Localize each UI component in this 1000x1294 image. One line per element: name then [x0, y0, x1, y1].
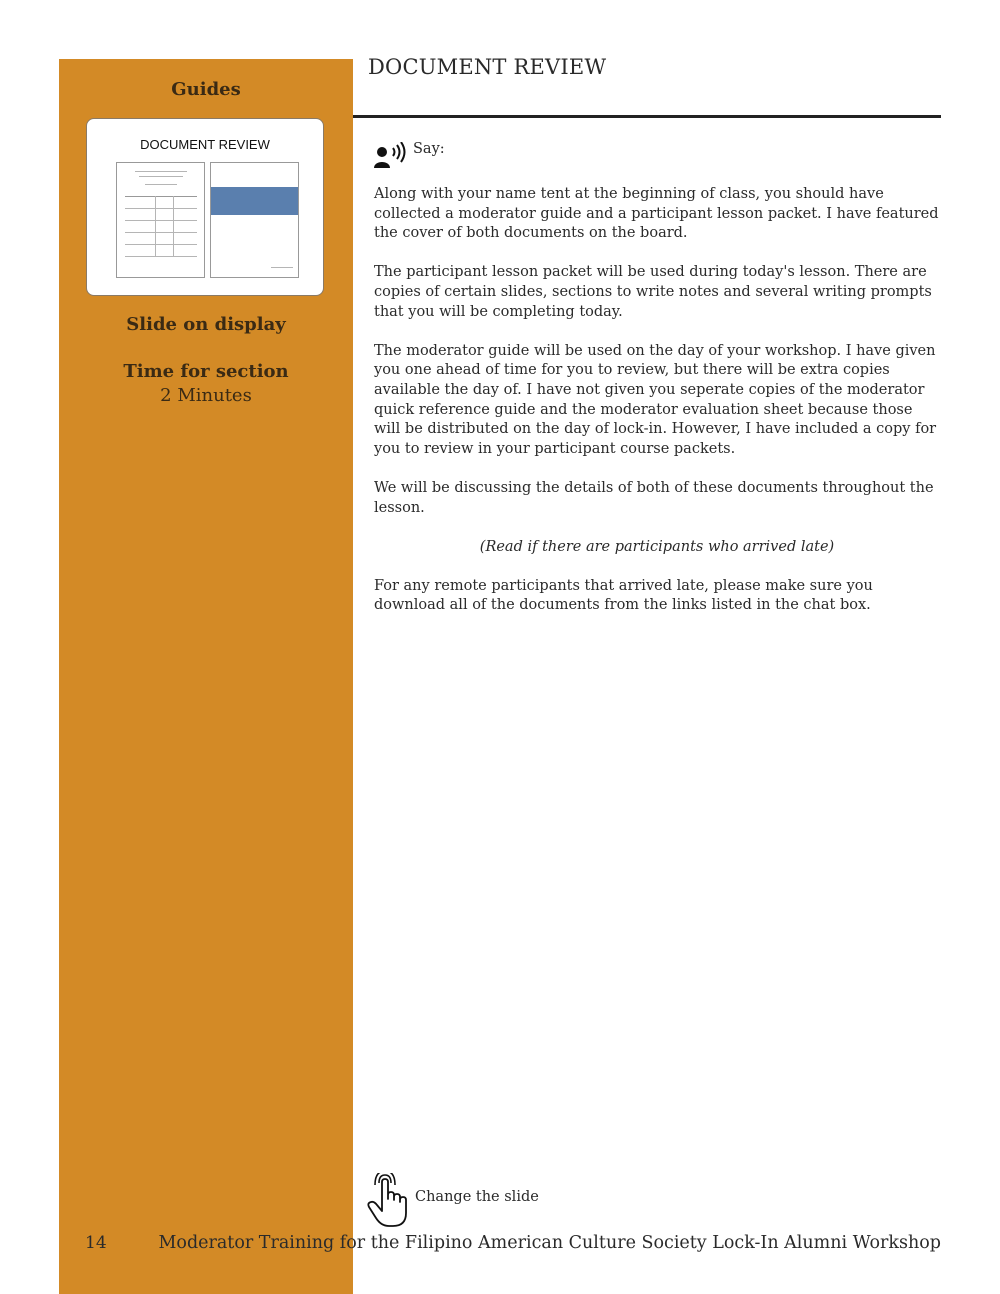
- hand-tap-icon: [365, 1173, 409, 1229]
- participant-packet-cover: [210, 162, 299, 278]
- say-label: Say:: [413, 141, 445, 157]
- script-body: [374, 185, 940, 636]
- page-number: 14: [85, 1233, 107, 1253]
- script-paragraph: Along with your name tent at the beginning of class, you should have collected a moderator guide and a participant lesson packet. I have featured the cover of both documents on the board.: [374, 186, 939, 242]
- moderator-guide-cover: [116, 162, 205, 278]
- time-for-section-value: 2 Minutes: [160, 385, 252, 406]
- guides-heading: Guides: [171, 79, 241, 100]
- slide-thumbnail: [86, 118, 324, 296]
- slide-on-display-label: Slide on display: [126, 314, 286, 335]
- slide-thumbnail-title: DOCUMENT REVIEW: [140, 137, 270, 152]
- late-arrival-note: (Read if there are participants who arrived late): [479, 538, 835, 555]
- page-title: DOCUMENT REVIEW: [368, 55, 607, 79]
- script-paragraph: For any remote participants that arrived late, please make sure you download all of the documents from the links listed in the chat box.: [374, 577, 873, 614]
- speaker-voice-icon: [373, 142, 407, 170]
- time-for-section-label: Time for section: [123, 361, 289, 382]
- script-paragraph: The moderator guide will be used on the day of your workshop. I have given you one ahead of time for you to review, but there will be extra copies available the day of. I have not given you seperate copies of the moderator quick reference guide and the moderator evaluation sheet because those will be distributed on the day of lock-in. However, I have included a copy for you to review in your participant course packets.: [374, 342, 937, 457]
- title-divider: [353, 115, 941, 118]
- script-paragraph: The participant lesson packet will be used during today's lesson. There are copies of certain slides, sections to write notes and several writing prompts that you will be completing today.: [374, 264, 932, 320]
- footer-title: Moderator Training for the Filipino American Culture Society Lock-In Alumni Workshop: [158, 1233, 941, 1253]
- cover-band: [211, 187, 298, 215]
- change-slide-label: Change the slide: [415, 1189, 539, 1205]
- guides-sidebar: [59, 59, 353, 1294]
- script-paragraph: We will be discussing the details of both of these documents throughout the lesson.: [374, 479, 934, 516]
